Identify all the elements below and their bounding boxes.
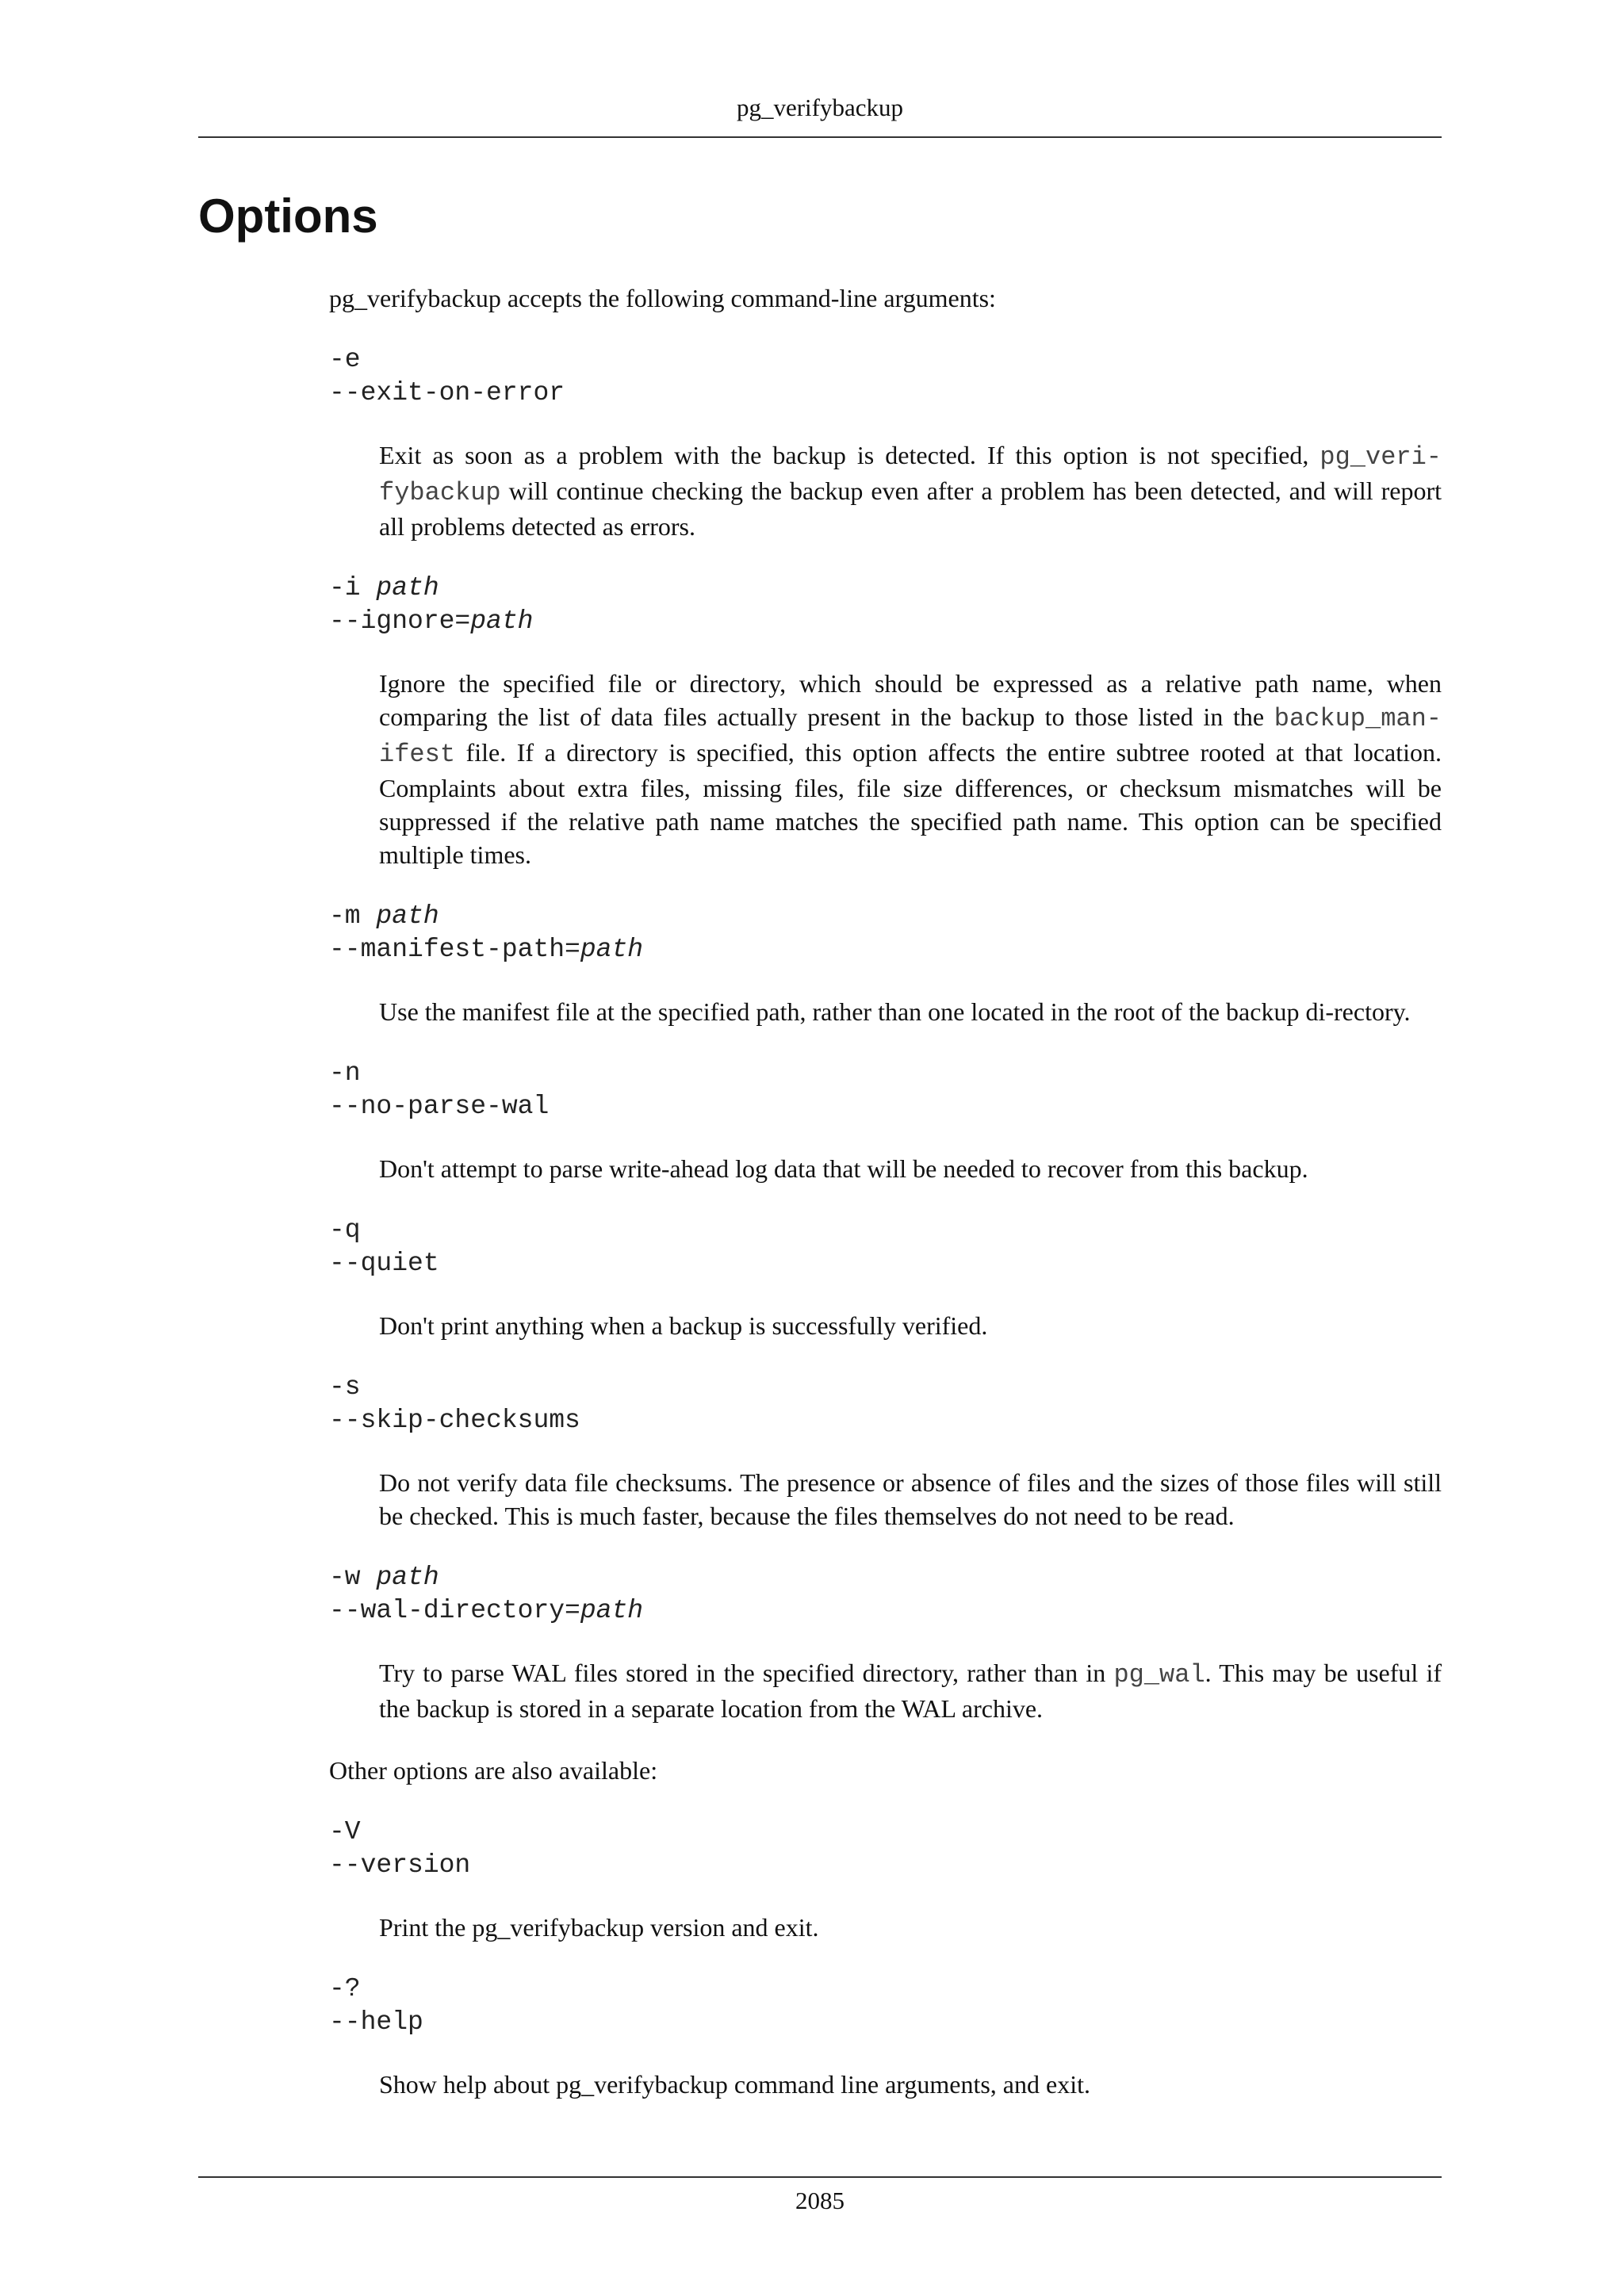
option-skip-checksums bbox=[329, 1371, 1442, 1533]
option-short: -V bbox=[329, 1817, 361, 1846]
option-short: -m path bbox=[329, 901, 439, 931]
option-short: -n bbox=[329, 1058, 361, 1088]
option-description: Ignore the specified file or directory, which should be expressed as a relative path name, when comparing the list of data files actually present in the backup to those listed in the backup_man-ifest file. If a directory is specified, this option affects the entire subtree rooted at that location. Complaints about extra files, missing files, file size differences, or checksum mismatches will be suppressed if the relative path name matches the specified path name. This option can be specified multiple times. bbox=[379, 669, 1442, 869]
option-long: --no-parse-wal bbox=[329, 1092, 550, 1121]
option-description: Don't print anything when a backup is successfully verified. bbox=[379, 1311, 988, 1340]
option-help bbox=[329, 1973, 1442, 2101]
option-manifest-path bbox=[329, 900, 1442, 1028]
option-long: --skip-checksums bbox=[329, 1406, 580, 1435]
inline-code: backup_man-ifest bbox=[379, 704, 1442, 769]
option-description: Use the manifest file at the specified path, rather than one located in the root of the backup di-rectory. bbox=[379, 997, 1411, 1026]
option-long: --quiet bbox=[329, 1249, 439, 1278]
intro-paragraph: pg_verifybackup accepts the following command-line arguments: bbox=[329, 284, 996, 312]
option-description: Print the pg_verifybackup version and exit. bbox=[379, 1913, 819, 1942]
header-rule bbox=[198, 136, 1442, 138]
option-long: --manifest-path=path bbox=[329, 935, 644, 964]
option-short: -i path bbox=[329, 573, 439, 603]
option-short: -s bbox=[329, 1372, 361, 1402]
option-short: -w path bbox=[329, 1563, 439, 1592]
footer-rule bbox=[198, 2176, 1442, 2178]
option-long: --version bbox=[329, 1850, 471, 1880]
section-title: Options bbox=[198, 189, 378, 243]
option-no-parse-wal bbox=[329, 1057, 1442, 1185]
inline-code: pg_wal bbox=[1113, 1660, 1205, 1689]
option-short: -q bbox=[329, 1215, 361, 1245]
option-quiet bbox=[329, 1214, 1442, 1342]
option-short: -? bbox=[329, 1974, 361, 2003]
options-content bbox=[329, 281, 1442, 2130]
option-description: Do not verify data file checksums. The presence or absence of files and the sizes of those files will still be checked. This is much faster, because the files themselves do not need to be read. bbox=[379, 1468, 1442, 1530]
option-long: --exit-on-error bbox=[329, 378, 565, 408]
inline-code: pg_veri-fybackup bbox=[379, 442, 1442, 507]
option-description: Try to parse WAL files stored in the specified directory, rather than in pg_wal. This may be useful if the backup is stored in a separate location from the WAL archive. bbox=[379, 1659, 1442, 1723]
running-header: pg_verifybackup bbox=[736, 94, 904, 121]
option-version bbox=[329, 1816, 1442, 1944]
option-long: --ignore=path bbox=[329, 607, 534, 636]
option-description: Show help about pg_verifybackup command line arguments, and exit. bbox=[379, 2070, 1090, 2099]
option-exit-on-error bbox=[329, 343, 1442, 543]
option-ignore bbox=[329, 572, 1442, 871]
option-short: -e bbox=[329, 345, 361, 374]
other-options-intro: Other options are also available: bbox=[329, 1756, 658, 1785]
option-long: --help bbox=[329, 2007, 423, 2037]
option-description: Don't attempt to parse write-ahead log data that will be needed to recover from this backup. bbox=[379, 1154, 1308, 1183]
option-wal-directory bbox=[329, 1561, 1442, 1725]
option-long: --wal-directory=path bbox=[329, 1596, 644, 1625]
option-description: Exit as soon as a problem with the backup is detected. If this option is not specified, pg_veri-fybackup will continue checking the backup even after a problem has been detected, and will report all problems detected as errors. bbox=[379, 441, 1442, 541]
page-number: 2085 bbox=[795, 2187, 845, 2214]
